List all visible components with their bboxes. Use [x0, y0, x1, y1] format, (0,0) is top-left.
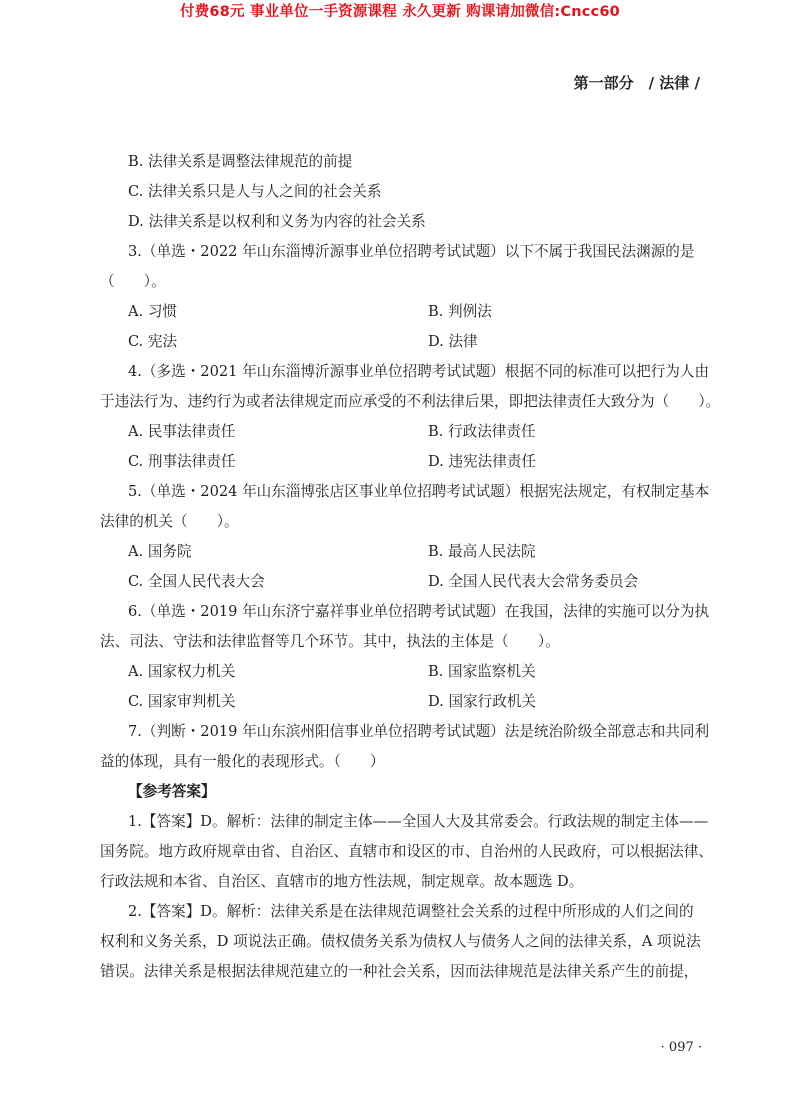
q6-stem-line2: 法、司法、守法和法律监督等几个环节。其中，执法的主体是（ ）。	[100, 633, 560, 650]
page-content	[100, 147, 721, 987]
q4-option-c: C. 刑事法律责任	[128, 453, 236, 470]
q4-option-a: A. 民事法律责任	[128, 423, 236, 440]
q5-option-c: C. 全国人民代表大会	[128, 573, 265, 590]
answer-1-line1: 1.【答案】D。解析：法律的制定主体——全国人大及其常委会。行政法规的制定主体——	[128, 813, 709, 830]
q6-option-c: C. 国家审判机关	[128, 693, 236, 710]
q3-stem-line1: 3.（单选・2022 年山东淄博沂源事业单位招聘考试试题）以下不属于我国民法渊源的是	[128, 243, 695, 260]
q4-option-b: B. 行政法律责任	[428, 423, 536, 440]
answers-heading: 【参考答案】	[128, 783, 216, 800]
q7-stem-line1: 7.（判断・2019 年山东滨州阳信事业单位招聘考试试题）法是统治阶级全部意志和共同利	[128, 723, 710, 740]
q4-option-d: D. 违宪法律责任	[428, 453, 537, 470]
q4-options-row1	[100, 417, 698, 447]
q6-option-a: A. 国家权力机关	[128, 663, 236, 680]
answer-2-line2: 权利和义务关系，D 项说法正确。债权债务关系为债权人与债务人之间的法律关系，A 项说法	[100, 933, 701, 950]
q5-options-row2	[100, 567, 698, 597]
q3-stem-line2: （ ）。	[100, 273, 166, 290]
q6-stem-line1: 6.（单选・2019 年山东济宁嘉祥事业单位招聘考试试题）在我国，法律的实施可以分为执	[128, 603, 710, 620]
q4-stem-line1: 4.（多选・2021 年山东淄博沂源事业单位招聘考试试题）根据不同的标准可以把行为人由	[128, 363, 710, 380]
answer-2-line3: 错误。法律关系是根据法律规范建立的一种社会关系，因而法律规范是法律关系产生的前提，	[100, 963, 699, 980]
q4-options-row2	[100, 447, 698, 477]
q3-options-row1	[100, 297, 698, 327]
answer-1-line3: 行政法规和本省、自治区、直辖市的地方性法规，制定规章。故本题选 D。	[100, 873, 584, 890]
q6-options-row1	[100, 657, 698, 687]
q4-stem-line2: 于违法行为、违约行为或者法律规定而应承受的不利法律后果，即把法律责任大致分为（ ）。	[100, 393, 721, 410]
q3-options-row2	[100, 327, 698, 357]
q5-option-d: D. 全国人民代表大会常务委员会	[428, 573, 639, 590]
q5-stem-line1: 5.（单选・2024 年山东淄博张店区事业单位招聘考试试题）根据宪法规定，有权制定基本	[128, 483, 710, 500]
q5-option-b: B. 最高人民法院	[428, 543, 536, 560]
promo-banner: 付费68元 事业单位一手资源课程 永久更新 购课请加微信:Cncc60	[180, 4, 620, 20]
section-header: 第一部分 / 法律 /	[573, 74, 700, 92]
q5-option-a: A. 国务院	[128, 543, 192, 560]
q5-options-row1	[100, 537, 698, 567]
q2-option-b: B. 法律关系是调整法律规范的前提	[128, 153, 353, 170]
answer-1-line2: 国务院。地方政府规章由省、自治区、直辖市和设区的市、自治州的人民政府，可以根据法律、	[100, 843, 713, 860]
q3-option-c: C. 宪法	[128, 333, 178, 350]
q3-option-a: A. 习惯	[128, 303, 178, 320]
q2-option-c: C. 法律关系只是人与人之间的社会关系	[128, 183, 382, 200]
q2-option-d: D. 法律关系是以权利和义务为内容的社会关系	[128, 213, 426, 230]
q3-option-d: D. 法律	[428, 333, 478, 350]
q5-stem-line2: 法律的机关（ ）。	[100, 513, 239, 530]
q6-options-row2	[100, 687, 698, 717]
page-number: · 097 ·	[660, 1040, 702, 1055]
q7-stem-line2: 益的体现，具有一般化的表现形式。（ ）	[100, 753, 385, 770]
q6-option-d: D. 国家行政机关	[428, 693, 537, 710]
q3-option-b: B. 判例法	[428, 303, 492, 320]
answer-2-line1: 2.【答案】D。解析：法律关系是在法律规范调整社会关系的过程中所形成的人们之间的	[128, 903, 694, 920]
q6-option-b: B. 国家监察机关	[428, 663, 536, 680]
